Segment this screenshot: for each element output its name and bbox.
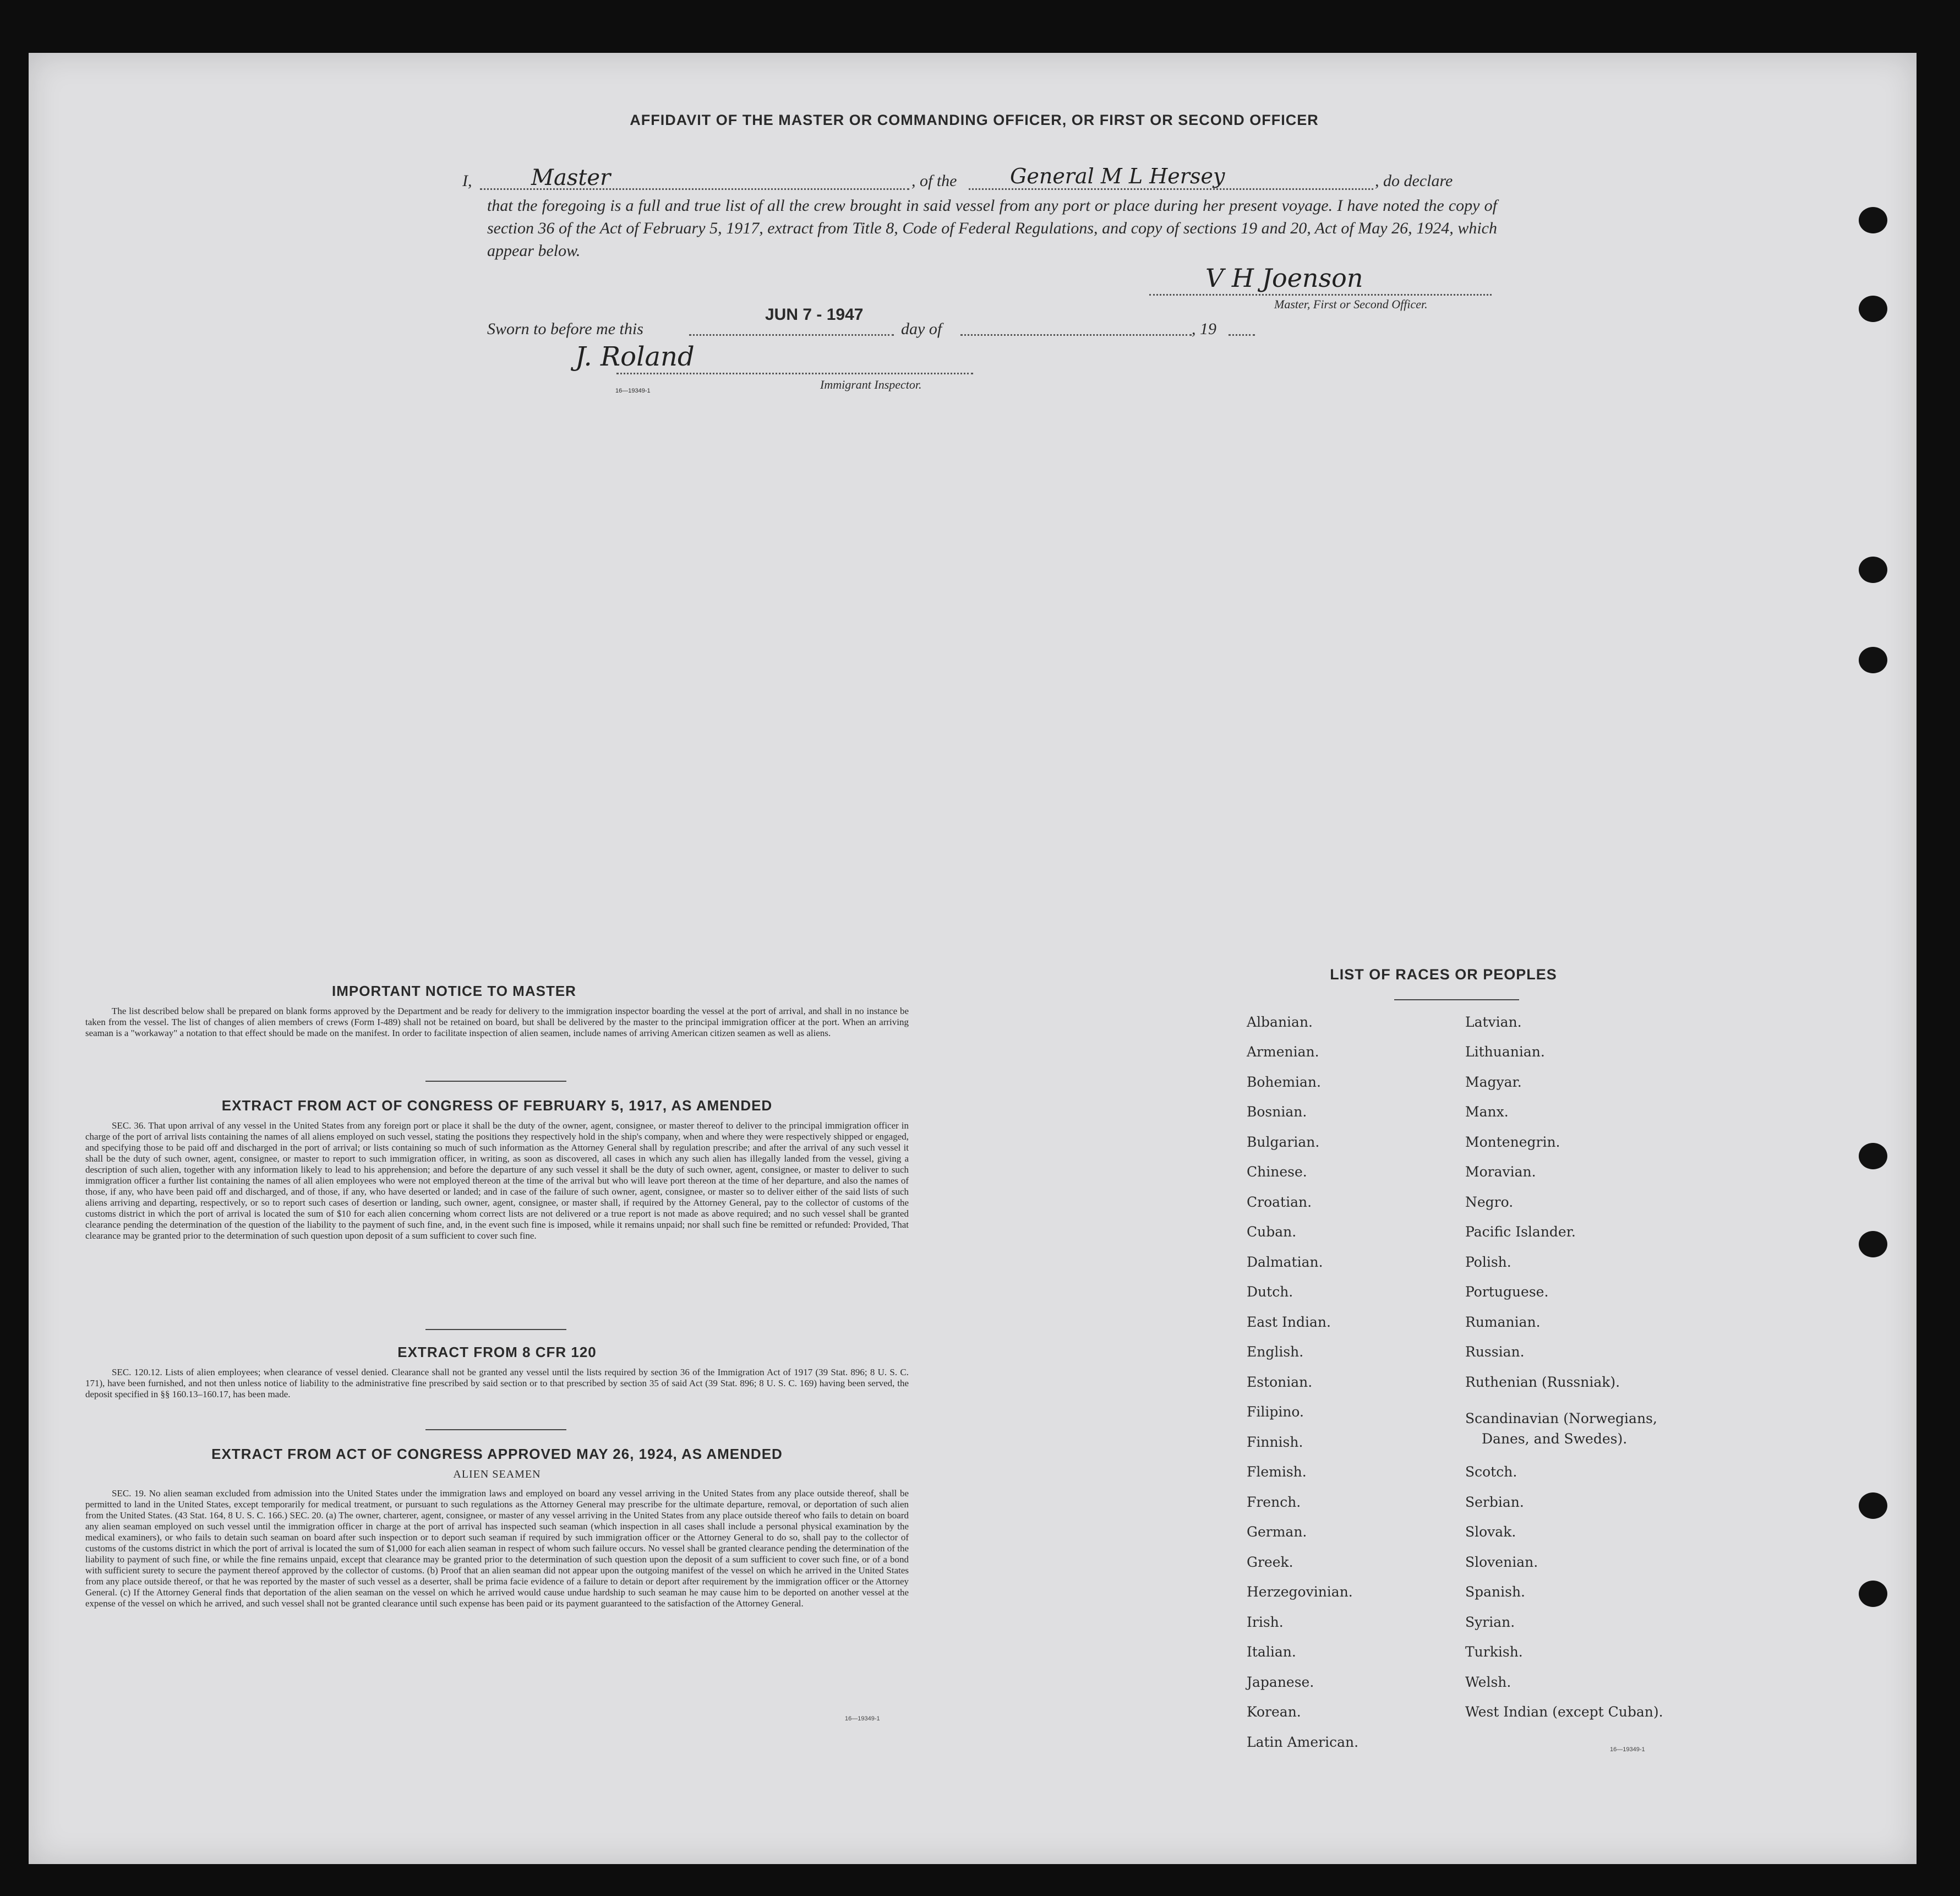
race-item: Spanish. [1465,1584,1526,1600]
race-item: Slovenian. [1465,1554,1538,1570]
affidavit-title: AFFIDAVIT OF THE MASTER OR COMMANDING OFFICER, OR FIRST OR SECOND OFFICER [630,112,1319,128]
inspector-form-number: 16—19349-1 [615,388,651,394]
race-item: Dalmatian. [1247,1254,1323,1270]
race-item: Polish. [1465,1254,1511,1270]
officer-signature: V H Joenson [1205,263,1363,293]
sworn-day-of: day of [901,320,942,338]
race-item: Bohemian. [1247,1074,1321,1090]
notice-title: IMPORTANT NOTICE TO MASTER [332,983,576,999]
affidavit-line1 [462,164,1497,194]
race-item: Moravian. [1465,1164,1536,1180]
inspector-caption: Immigrant Inspector. [820,378,922,391]
race-item: Magyar. [1465,1074,1522,1090]
race-item: Cuban. [1247,1224,1297,1240]
binder-hole [1859,557,1887,583]
extract-cfr-title: EXTRACT FROM 8 CFR 120 [397,1344,597,1360]
race-item: Irish. [1247,1614,1284,1630]
sworn-year-prefix: , 19 [1192,320,1216,338]
divider [425,1429,566,1430]
race-item: Estonian. [1247,1374,1313,1390]
affidavit-body: that the foregoing is a full and true list of all the crew brought in said vessel from any port or place during her present voyage. I have noted the copy of section 36 of the Act of February 5, 1917, extract from Title 8, Code of Federal Regulations, and copy of sections 19 and 20, Act of May 26, 1924, which appear below. [487,197,1497,260]
form-number: 16—19349-1 [1610,1746,1645,1753]
vessel-name-handwritten: General M L Hersey [1010,164,1225,188]
race-item: West Indian (except Cuban). [1465,1704,1663,1720]
binder-hole [1859,1492,1887,1519]
inspector-signature: J. Roland [575,341,695,372]
race-item: Manx. [1465,1104,1509,1120]
sworn-prefix: Sworn to before me this [487,320,643,338]
race-item: Syrian. [1465,1614,1515,1630]
binder-hole [1859,647,1887,673]
extract-1924-text: SEC. 19. No alien seaman excluded from admission into the United States under the immigration laws and employed on board any vessel arriving in the United States from any place outside thereof, shall be permitted to land in the United States, except temporarily for medical treatment, or pursuant to such regulations as the Attorney General may prescribe for the ultimate departure, removal, or deportation of such alien from the United States. (43 Stat. 164, 8 U. S. C. 166.) SEC. 20. (a) The owner, charterer, agent, consignee, or master of any vessel arriving in the United States from any place outside thereof who fails to detain on board any alien seaman employed on such vessel until the immigration officer in charge at the port of arrival has inspected such seaman (which inspection in all cases shall include a personal physical examination by the medical examiners), or who fails to detain such seaman on board after such inspection or to deport such seaman if required by such immigration officer or the Attorney General to do so, shall pay to the collector of customs of the customs district in which the port of arrival is located the sum of $1,000 for each alien seaman in respect of whom such failure occurs. No vessel shall be granted clearance pending the determination of the liability to payment of such fine, or while the fine remains unpaid, except that clearance may be granted prior to the determination of such question upon the deposit of a sum sufficient to cover such fine, or of a bond with sufficient surety to secure the payment thereof approved by the collector of customs. (b) Proof that an alien seaman did not appear upon the outgoing manifest of the vessel on which he arrived in the United States from any place outside thereof, or that he was reported by the master of such vessel as a deserter, shall be prima facie evidence of a failure to detain or deport after requirement by the immigration officer or the Attorney General. (c) If the Attorney General finds that deportation of the alien seaman on the vessel on which he arrived would cause undue hardship to such seaman he may cause him to be deported on another vessel at the expense of the vessel on which he arrived, and such vessel shall not be granted clearance until such expense has been paid or its payment guaranteed to the satisfaction of the Attorney General. [85,1488,909,1609]
race-item: Herzegovinian. [1247,1584,1353,1600]
of-the-label: , of the [911,172,957,190]
form-number: 16—19349-1 [845,1715,880,1722]
race-item: Chinese. [1247,1164,1307,1180]
extract-cfr-text: SEC. 120.12. Lists of alien employees; when clearance of vessel denied. Clearance shall not be granted any vessel until the lists required by section 36 of the Immigration Act of 1917 (39 Stat. 896; 8 U. S. C. 171), have been furnished, and not then unless notice of liability to the administrative fine prescribed by said section or to that prescribed by section 35 of said Act (39 Stat. 896; 8 U. S. C. 169) having been served, the deposit specified in §§ 160.13–160.17, has been made. [85,1367,909,1399]
binder-hole [1859,296,1887,322]
inspector-signature-line [616,373,973,374]
notice-text: The list described below shall be prepared on blank forms approved by the Department and be ready for delivery to the immigration inspector boarding the vessel at the port of arrival, and shall in no instance be taken from the vessel. The list of changes of alien members of crews (Form I-489) shall not be retained on board, but shall be delivered by the master to the principal immigration officer at the port. When an arriving seaman is a "workaway" a notation to that effect should be made on the manifest. In order to facilitate inspection of alien seamen, include names of arriving American citizen seamen as well as aliens. [85,1006,909,1038]
extract-1917-text: SEC. 36. That upon arrival of any vessel in the United States from any foreign port or place it shall be the duty of the owner, agent, consignee, or master thereof to deliver to the principal immigration officer in charge of the port of arrival lists containing the names of all aliens employed on such vessel, stating the positions they respectively hold in the ship's company, when and where they were respectively shipped or engaged, and specifying those to be paid off and discharged in the port of arrival; or lists containing so much of such information as the Attorney General shall by regulation prescribe; and after the arrival of any such vessel it shall be the duty of such owner, agent, consignee, or master to report to such immigration officer, in writing, as soon as discovered, all cases in which any such alien has illegally landed from the vessel, giving a description of such alien, together with any information likely to lead to his apprehension; and before the departure of any such vessel it shall be the duty of such owner, agent, consignee, or master to deliver to such immigration officer a further list containing the names of all alien employees who were not employed thereon at the time of the arrival but who will leave port thereon at the time of her departure, and also the names of those, if any, who have been paid off and discharged, and of those, if any, who have deserted or landed; and in case of the failure of such owner, agent, consignee, or master so to deliver either of the said lists of such aliens arriving and departing, respectively, or so to report such cases of desertion or landing, such owner, agent, consignee, or master shall, if required by the Attorney General, pay to the collector of customs of the customs district in which the port of arrival is located the sum of $10 for each alien concerning whom correct lists are not delivered or a true report is not made as above required; and no such vessel shall be granted clearance pending the determination of the question of the liability to the payment of such fine, and, in the event such fine is imposed, while it remains unpaid; nor shall such fine be remitted or refunded: Provided, That clearance may be granted prior to the determination of such question upon deposit of a sum sufficient to cover such fine. [85,1120,909,1241]
race-item: Japanese. [1247,1674,1314,1690]
race-item: Serbian. [1465,1494,1524,1510]
race-item-continued: Danes, and Swedes). [1482,1431,1628,1447]
race-item: Finnish. [1247,1434,1303,1450]
officer-signature-line [1149,294,1492,296]
race-item: Negro. [1465,1194,1514,1210]
race-item: Flemish. [1247,1464,1307,1480]
race-item: Ruthenian (Russniak). [1465,1374,1620,1390]
race-item: Filipino. [1247,1404,1304,1420]
extract-1924-title: EXTRACT FROM ACT OF CONGRESS APPROVED MAY 26, 1924, AS AMENDED [211,1446,783,1462]
race-item: Greek. [1247,1554,1293,1570]
race-item: Armenian. [1247,1044,1319,1060]
race-item: French. [1247,1494,1301,1510]
race-item: Russian. [1465,1344,1525,1360]
race-item: Bulgarian. [1247,1134,1320,1150]
race-item: Scandinavian (Norwegians, [1465,1410,1657,1426]
divider [1394,999,1519,1000]
vessel-fill-line [969,188,1373,190]
do-declare-label: , do declare [1375,172,1453,190]
race-item: Pacific Islander. [1465,1224,1576,1240]
race-item: Montenegrin. [1465,1134,1560,1150]
date-stamp: JUN 7 - 1947 [765,306,864,324]
race-item: Dutch. [1247,1284,1293,1300]
race-item: Latin American. [1247,1734,1359,1750]
race-item: German. [1247,1524,1307,1540]
race-item: Albanian. [1247,1014,1313,1030]
binder-hole [1859,1143,1887,1169]
sworn-year-line [1229,334,1255,336]
race-item: Portuguese. [1465,1284,1549,1300]
race-item: Slovak. [1465,1524,1516,1540]
race-item: Latvian. [1465,1014,1522,1030]
signer-handwritten: Master [531,165,611,190]
binder-hole [1859,207,1887,233]
officer-caption: Master, First or Second Officer. [1274,297,1428,311]
binder-hole [1859,1231,1887,1257]
divider [425,1081,566,1082]
races-title: LIST OF RACES OR PEOPLES [1330,966,1557,983]
race-item: Rumanian. [1465,1314,1541,1330]
sworn-day-line [689,334,894,336]
extract-1917-title: EXTRACT FROM ACT OF CONGRESS OF FEBRUARY 5, 1917, AS AMENDED [221,1097,773,1114]
race-item: English. [1247,1344,1304,1360]
race-item: Turkish. [1465,1644,1523,1660]
sworn-month-line [960,334,1192,336]
race-item: Bosnian. [1247,1104,1307,1120]
alien-seamen-subtitle: ALIEN SEAMEN [453,1468,541,1480]
race-item: Scotch. [1465,1464,1517,1480]
divider [425,1329,566,1330]
race-item: Welsh. [1465,1674,1511,1690]
race-item: Italian. [1247,1644,1296,1660]
race-item: Korean. [1247,1704,1301,1720]
race-item: East Indian. [1247,1314,1331,1330]
race-item: Lithuanian. [1465,1044,1545,1060]
affidavit-i-label: I, [462,172,472,190]
binder-hole [1859,1581,1887,1607]
race-item: Croatian. [1247,1194,1312,1210]
